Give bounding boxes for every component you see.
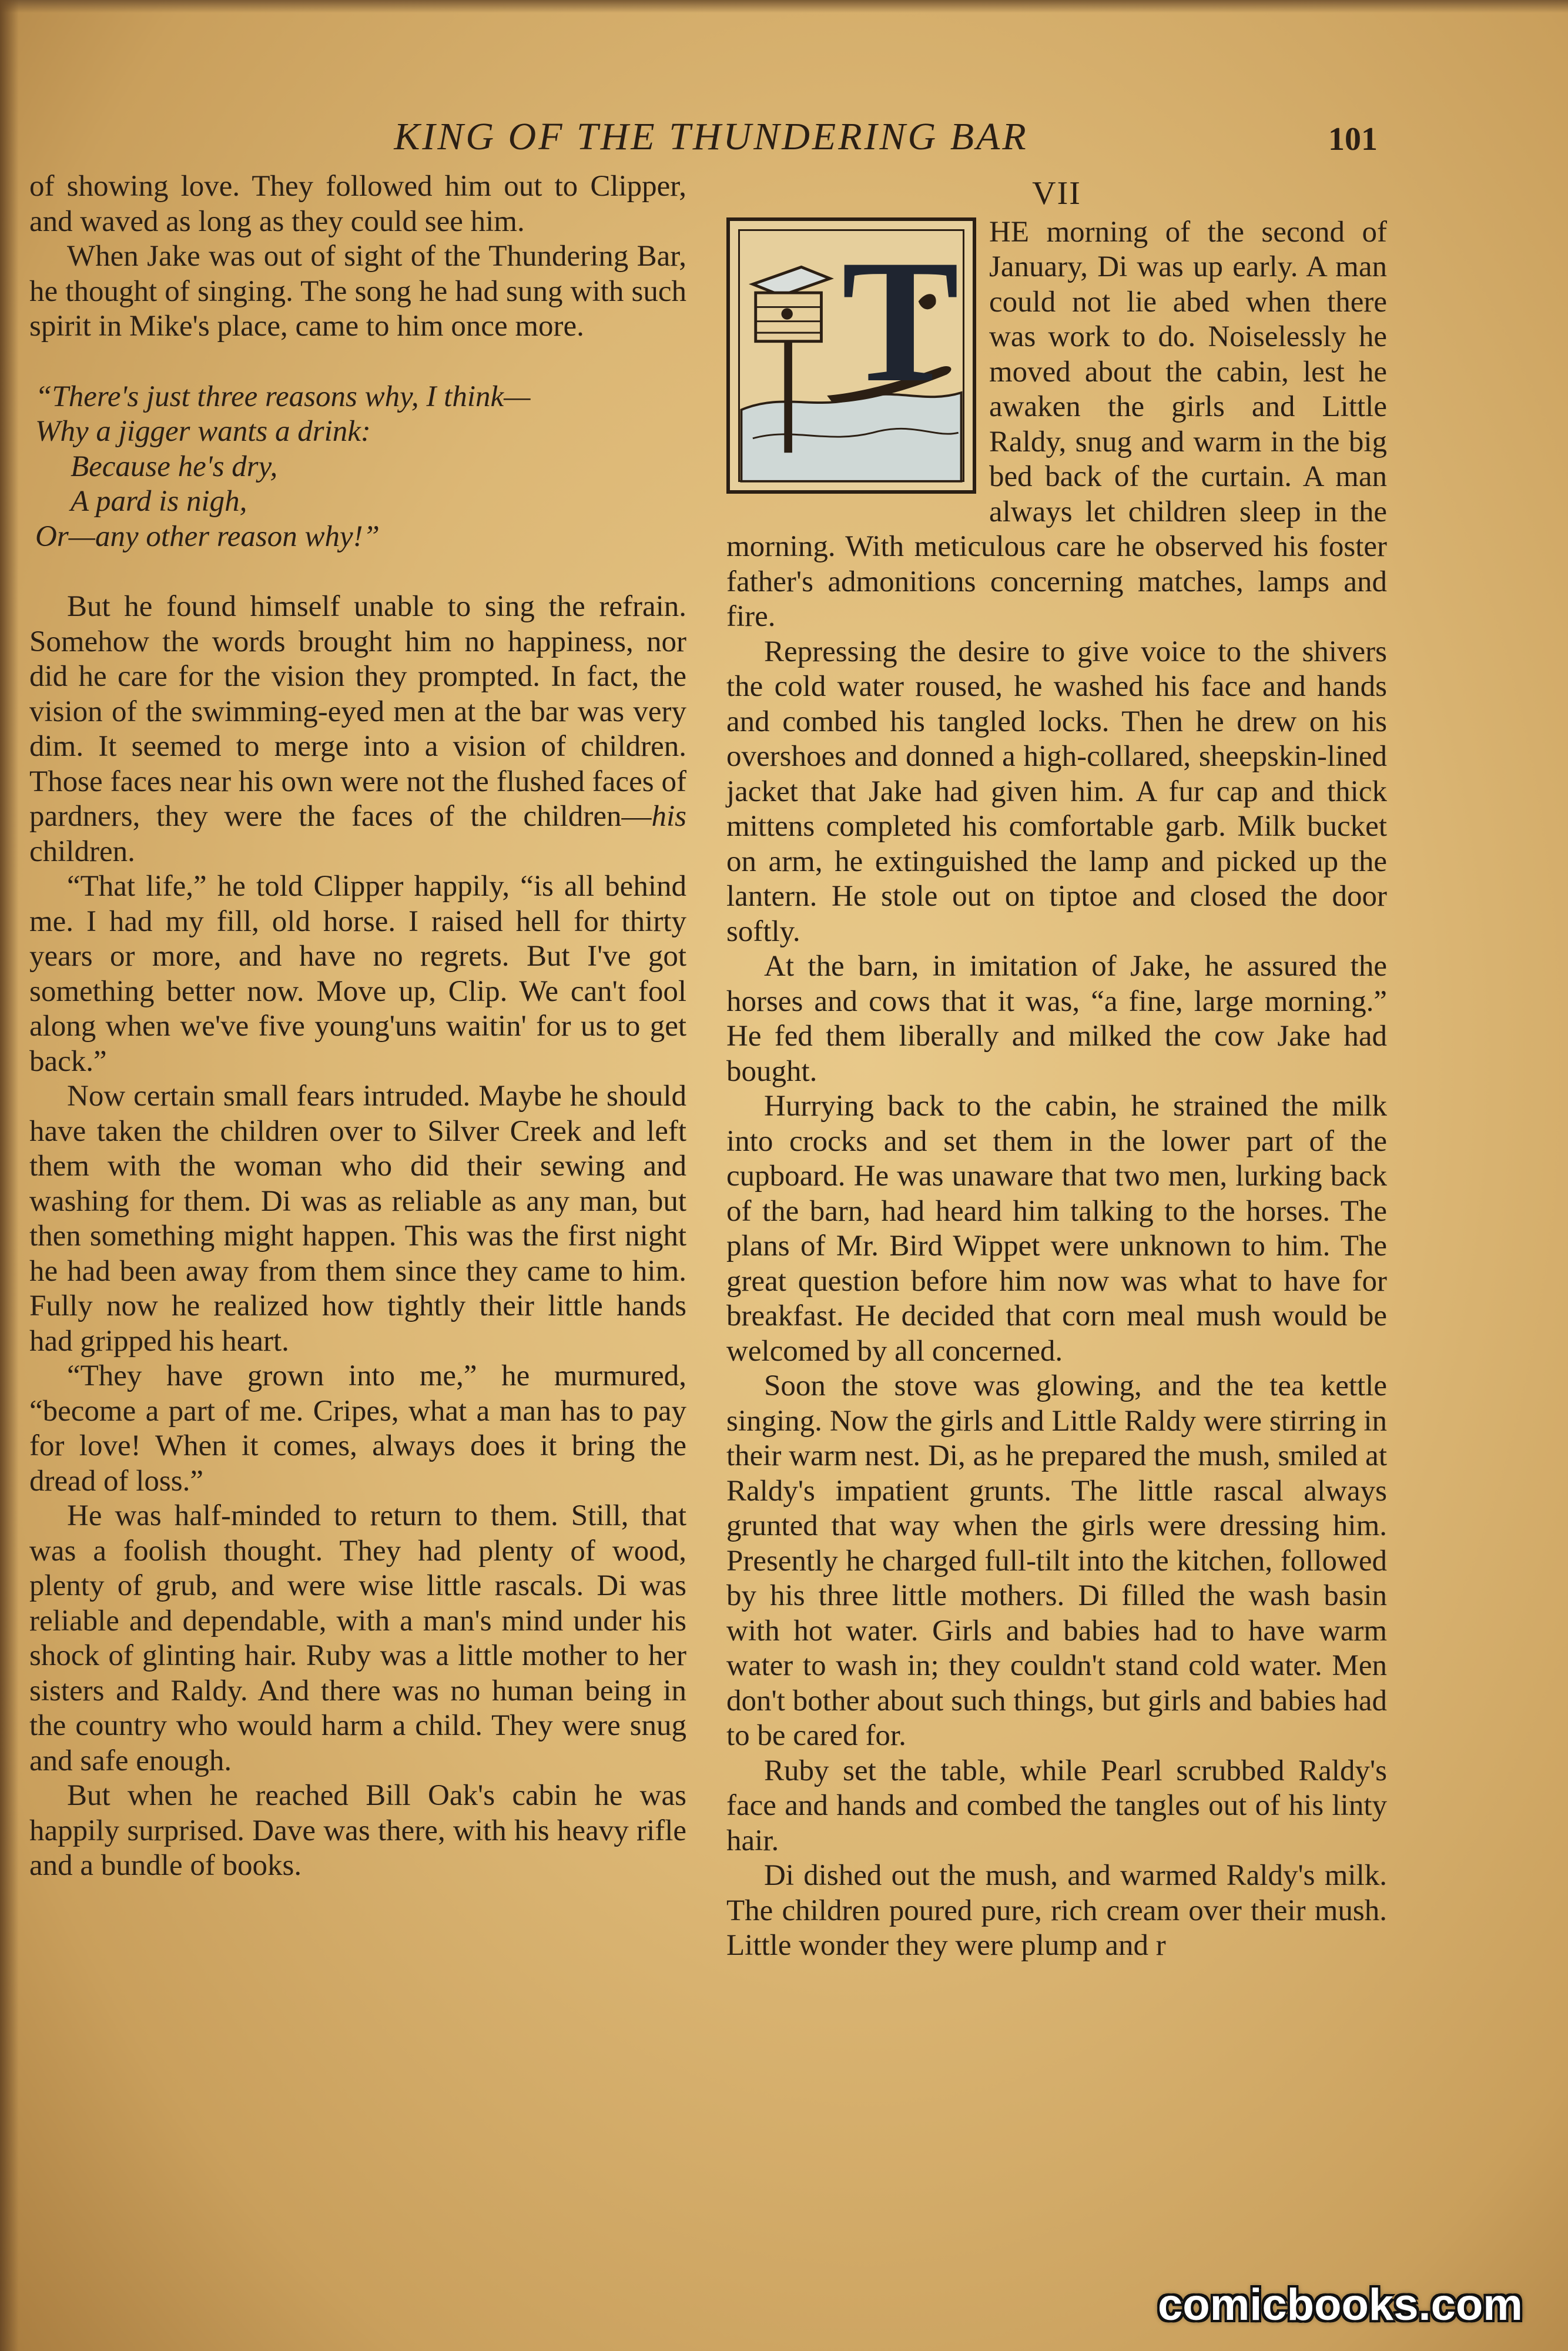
emphasis-text: his	[651, 800, 686, 833]
paragraph: Now certain small fears intruded. Maybe he should have taken the children over to Silver Creek and left them with the woman who did their sewing and washing for them. Di was as reliable as any man, but then something might happen. This was the first night he had been away from them since they came to him. Fully now he realized how tightly their little hands had gripped his heart.	[29, 1080, 686, 1358]
watermark-logo: comicbooks.com	[1158, 2280, 1523, 2330]
paragraph: Ruby set the table, while Pearl scrubbed Raldy's face and hands and combed the tangles out of his linty hair.	[726, 1754, 1387, 1857]
paragraph: Repressing the desire to give voice to the shivers the cold water roused, he washed his face and hands and combed his tangled locks. Then he drew on his overshoes and donned a high-collared, sheepskin-lined jacket that Jake had given him. A fur cap and thick mittens completed his comfortable garb. Milk bucket on arm, he extinguished the lamp and picked up the lantern. He stole out on tiptoe and closed the door softly.	[726, 635, 1387, 948]
verse-line: Or—any other reason why!”	[35, 520, 380, 553]
verse-line: “There's just three reasons why, I think—	[35, 380, 531, 413]
paragraph	[29, 590, 686, 869]
paragraph: “They have grown into me,” he murmured, “become a part of me. Cripes, what a man has to pay for love! When it comes, always does it bring the dread of loss.”	[29, 1359, 686, 1498]
paragraph: Soon the stove was glowing, and the tea kettle singing. Now the girls and Little Raldy were stirring in their warm nest. Di, as he prepared the mush, smiled at Raldy's impatient grunts. The little rascal always grunted that way when the girls were dressing him. Presently he charged full-tilt into the kitchen, followed by his three little mothers. Di filled the wash basin with hot water. Girls and babies had to have warm water to wash in; they couldn't stand cold water. Men don't bother about such things, but girls and babies had to be cared for.	[726, 1369, 1387, 1752]
running-title: KING OF THE THUNDERING BAR	[394, 115, 1028, 158]
paragraph: HE morning of the second of January, Di was up early. A man could not lie abed when there was work to do. Noiselessly he moved about the cabin, lest he awaken the girls and Little Raldy, snug and warm in the big bed back of the curtain. A man always let children sleep in the morning. With meticulous care he observed his foster father's admonitions concerning matches, lamps and fire.	[726, 215, 1387, 633]
song-verse	[35, 380, 686, 555]
paragraph: When Jake was out of sight of the Thundering Bar, he thought of singing. The song he had sung with such spirit in Mike's place, came to him once more.	[29, 240, 686, 343]
verse-line: A pard is nigh,	[71, 485, 247, 518]
paragraph: But when he reached Bill Oak's cabin he was happily surprised. Dave was there, with his heavy rifle and a bundle of books.	[29, 1779, 686, 1882]
left-column	[29, 169, 686, 1884]
page-number: 101	[1328, 121, 1378, 158]
page-gutter-shadow	[0, 0, 19, 2351]
chapter-number: VII	[1032, 175, 1081, 212]
paragraph: “That life,” he told Clipper happily, “is all behind me. I had my fill, old horse. I raised hell for thirty years or more, and have no regrets. But I've got something better now. Move up, Clip. We can't fool along when we've five young'uns waitin' for us to get back.”	[29, 870, 686, 1078]
paragraph: At the barn, in imitation of Jake, he assured the horses and cows that it was, “a fine, large morning.” He fed them liberally and milked the cow Jake had bought.	[726, 950, 1387, 1088]
drop-cap-illustration	[726, 217, 976, 494]
paragraph: Hurrying back to the cabin, he strained the milk into crocks and set them in the lower part of the cupboard. He was unaware that two men, lurking back of the barn, had heard him talking to the horses. The plans of Mr. Bird Wippet were unknown to him. The great question before him now was what to have for breakfast. He decided that corn meal mush would be welcomed by all concerned.	[726, 1090, 1387, 1368]
right-column	[726, 176, 1387, 1964]
drop-cap-letter: T	[842, 223, 960, 418]
verse-line: Because he's dry,	[71, 450, 278, 483]
verse-line: Why a jigger wants a drink:	[35, 415, 371, 448]
paragraph-text: children.	[29, 835, 135, 868]
paragraph: Di dished out the mush, and warmed Raldy's milk. The children poured pure, rich cream over their mush. Little wonder they were plump and r	[726, 1859, 1387, 1962]
paragraph: of showing love. They followed him out to Clipper, and waved as long as they could see him.	[29, 170, 686, 238]
paragraph: He was half-minded to return to them. Still, that was a foolish thought. They had plenty of wood, plenty of grub, and were wise little rascals. Di was reliable and dependable, with a man's mind under his shock of glinting hair. Ruby was a little mother to her sisters and Raldy. And there was no human being in the country who would harm a child. They were snug and safe enough.	[29, 1499, 686, 1777]
page-edge-shadow	[0, 0, 1568, 13]
paragraph-text: But he found himself unable to sing the refrain. Somehow the words brought him no happiness, nor did he care for the vision they prompted. In fact, the vision of the swimming-eyed men at the bar was very dim. It seemed to merge into a vision of children. Those faces near his own were not the flushed faces of pardners, they were the faces of the children—	[29, 590, 686, 833]
